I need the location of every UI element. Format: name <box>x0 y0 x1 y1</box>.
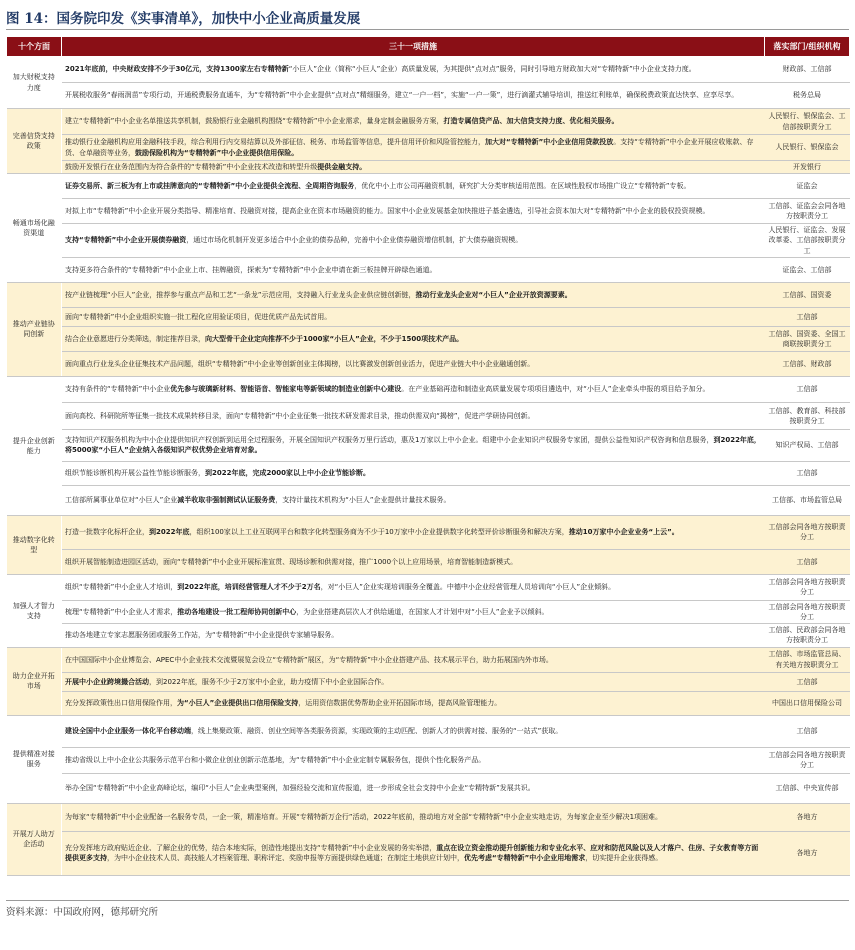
table-row <box>7 831 850 875</box>
measure-text: 面向“专精特新”中小企业组织实施一批工程化应用验证项目，促进优质产品先试首用。 <box>65 312 332 321</box>
table-row <box>7 376 850 402</box>
measure-text: ，支持计量技术机构为“小巨人”企业提供计量技术服务。 <box>275 496 451 505</box>
department-cell: 证监会 <box>765 174 850 199</box>
measure-cell <box>62 135 765 161</box>
measure-cell <box>62 57 765 83</box>
measure-text: 为每家“专精特新”中小企业配备一名服务专员，一企一策，精准培育。开展“专精特新万企行”活动，2022年底前，推动地方对全部“专精特新”中小企业实地走访，为每家企业至少解决1项困难。 <box>65 813 663 822</box>
department-cell: 人民银行、银保监会、工信部按职责分工 <box>765 109 850 135</box>
measure-cell <box>62 109 765 135</box>
department-cell: 开发银行 <box>765 161 850 174</box>
department-cell: 工信部会同各地方按职责分工 <box>765 574 850 600</box>
table-row <box>7 747 850 773</box>
department-cell: 人民银行、证监会、发展改革委、工信部按职责分工 <box>765 224 850 258</box>
department-cell: 工信部、国资委 <box>765 282 850 307</box>
department-cell: 工信部 <box>765 376 850 402</box>
table-row <box>7 691 850 715</box>
measure-text: 推动省级以上中小企业公共服务示范平台和小微企业创业创新示范基地，为“专精特新”中小企业定制专属服务包，提供个性化服务产品。 <box>65 756 486 765</box>
measure-text: “小巨人”企业（简称“小巨人”企业）高质量发展，为其提供“点对点”服务，同时引导地方财政加大对“专精特新”中小企业支持力度。 <box>288 65 696 74</box>
department-cell: 工信部、市场监管总局、有关地方按职责分工 <box>765 647 850 672</box>
department-cell: 证监会、工信部 <box>765 257 850 282</box>
table-row <box>7 715 850 747</box>
table-row <box>7 224 850 258</box>
measure-text: 充分发挥政策性出口信用保险作用， <box>65 699 177 708</box>
measure-text: ，为中小企业技术人员、高技能人才档案管理、职称评定、奖励申报等方面提供绿色通道；在制定土地供应计划中， <box>107 854 464 863</box>
table-header-row <box>7 37 850 57</box>
department-cell: 财政部、工信部 <box>765 57 850 83</box>
measure-cell <box>62 485 765 515</box>
measure-cell <box>62 257 765 282</box>
department-cell: 各地方 <box>765 831 850 875</box>
measure-cell <box>62 672 765 691</box>
measure-text: ，优化中小上市公司再融资机制，研究扩大分类审核适用范围。在区域性股权市场推广设立“专精特新”专板。 <box>354 182 691 191</box>
measure-text: 梳理“专精特新”中小企业人才需求， <box>65 607 178 616</box>
measure-cell <box>62 282 765 307</box>
department-cell: 知识产权局、工信部 <box>765 429 850 461</box>
measure-text: ，到2022年底，服务不少于2万家中小企业，助力疫情下中小企业国际合作。 <box>149 677 389 686</box>
department-cell: 人民银行、银保监会 <box>765 135 850 161</box>
department-cell: 各地方 <box>765 803 850 831</box>
measure-text-bold: 减半收取非强制测试认证服务费 <box>177 496 276 505</box>
header-aspect: 十个方面 <box>7 37 62 57</box>
table-row <box>7 135 850 161</box>
measure-cell <box>62 747 765 773</box>
measure-text: 支持更多符合条件的“专精特新”中小企业上市、挂牌融资，探索为“专精特新”中小企业申请在新三板挂牌开辟绿色通道。 <box>65 265 437 274</box>
measure-cell <box>62 715 765 747</box>
measure-cell <box>62 549 765 574</box>
measure-cell <box>62 461 765 485</box>
table-row <box>7 199 850 224</box>
table-row <box>7 402 850 429</box>
category-cell: 加强人才智力支持 <box>7 574 62 647</box>
department-cell: 工信部、中央宣传部 <box>765 773 850 803</box>
department-cell: 工信部 <box>765 672 850 691</box>
measure-text: ，切实提升企业获得感。 <box>585 854 663 863</box>
measure-cell <box>62 831 765 875</box>
department-cell: 工信部会同各地方按职责分工 <box>765 515 850 549</box>
measure-cell <box>62 803 765 831</box>
department-cell: 工信部 <box>765 715 850 747</box>
measure-text: 对拟上市“专精特新”中小企业开展分类指导、精准培育、投融资对接，提高企业在资本市场融资的能力。国家中小企业发展基金加快推进子基金遴选，引导社会资本加大对“专精特新”中小企业的股权投资规模。 <box>65 207 710 216</box>
measure-text-bold: 开展中小企业跨境撮合活动 <box>65 677 149 686</box>
measure-cell <box>62 326 765 351</box>
table-body <box>7 57 850 876</box>
measure-text: ，为企业搭建高层次人才供给通道，在国家人才计划中对“小巨人”企业予以倾斜。 <box>296 607 549 616</box>
measure-text-bold: 支持“专精特新”中小企业开展债券融资 <box>65 236 187 245</box>
category-cell: 推动产业链协同创新 <box>7 282 62 376</box>
measure-text: 建立“专精特新”中小企业名单推送共享机制，鼓励银行业金融机构围绕“专精特新”中小企业需求，量身定制金融服务方案， <box>65 117 444 126</box>
department-cell: 工信部、市场监管总局 <box>765 485 850 515</box>
table-row <box>7 549 850 574</box>
table-row <box>7 109 850 135</box>
measure-text: 组织节能诊断机构开展公益性节能诊断服务， <box>65 469 205 478</box>
measure-cell <box>62 83 765 109</box>
category-cell: 提升企业创新能力 <box>7 376 62 515</box>
table-row <box>7 429 850 461</box>
measure-cell <box>62 307 765 326</box>
department-cell: 工信部、财政部 <box>765 351 850 376</box>
header-department: 落实部门/组织机构 <box>765 37 850 57</box>
measure-text: ，线上集聚政策、融资、创业空间等各类服务资源，实现政策的主动匹配、创新人才的供需对接、服务的“一站式”获取。 <box>191 727 563 736</box>
measure-text-bold: 推动各地建设一批工程师协同创新中心 <box>177 607 297 616</box>
measure-text-bold: 推动10万家中小企业业务“上云”。 <box>568 528 679 537</box>
measure-text-bold: 到2022年底，培训经营管理人才不少于2万名 <box>177 583 321 592</box>
table-row <box>7 485 850 515</box>
table-row <box>7 161 850 174</box>
measure-text: ，组织100家以上工业互联网平台和数字化转型服务商为不少于10万家中小企业提供数字化转型评价诊断服务和解决方案， <box>189 528 569 537</box>
table-row <box>7 83 850 109</box>
measure-text: 在中国国际中小企业博览会、APEC中小企业技术交流暨展览会设立“专精特新”展区，为“专精特新”中小企业搭建产品、技术展示平台，助力拓展国内外市场。 <box>65 655 553 664</box>
measure-cell <box>62 351 765 376</box>
department-cell: 工信部 <box>765 461 850 485</box>
department-cell: 税务总局 <box>765 83 850 109</box>
measure-text-bold: 到2022年底，将5000家“小巨人”企业纳入各级知识产权优势企业培育对象。 <box>65 436 761 455</box>
department-cell: 中国出口信用保险公司 <box>765 691 850 715</box>
measure-text: 充分发挥地方政府贴近企业、了解企业的优势，结合本地实际，创造性地提出支持“专精特新”中小企业发展的务实举措， <box>65 843 437 852</box>
measure-cell <box>62 376 765 402</box>
measure-text: 举办全国“专精特新”中小企业高峰论坛，编印“小巨人”企业典型案例，加强经验交流和宣传报道，进一步形成全社会支持中小企业“专精特新”发展共识。 <box>65 784 535 793</box>
measure-cell <box>62 199 765 224</box>
department-cell: 工信部、国资委、全国工商联按职责分工 <box>765 326 850 351</box>
measure-cell <box>62 161 765 174</box>
header-measures: 三十一项措施 <box>62 37 765 57</box>
measure-text-bold: 到2022年底 <box>149 528 190 537</box>
category-cell: 助力企业开拓市场 <box>7 647 62 715</box>
department-cell: 工信部会同各地方按职责分工 <box>765 747 850 773</box>
table-row <box>7 773 850 803</box>
department-cell: 工信部、民政部会同各地方按职责分工 <box>765 624 850 647</box>
table-row <box>7 326 850 351</box>
measure-text-bold: 建设全国中小企业服务一体化平台移动端 <box>65 727 191 736</box>
department-cell: 工信部 <box>765 549 850 574</box>
table-row <box>7 257 850 282</box>
measure-text: 支持有条件的“专精特新”中小企业 <box>65 385 171 394</box>
measure-text: 面向重点行业龙头企业征集技术产品问题，组织“专精特新”中小企业等创新创业主体揭榜，以比赛激发创新创业活力，促进产业链大中小企业融通创新。 <box>65 359 535 368</box>
measures-table <box>6 36 850 876</box>
measure-cell <box>62 224 765 258</box>
department-cell: 工信部会同各地方按职责分工 <box>765 600 850 623</box>
measure-text: 。在产业基础再造和制造业高质量发展专项项目遴选中，对“小巨人”企业牵头申报的项目给予加分。 <box>401 385 710 394</box>
measure-text: 组织“专精特新”中小企业人才培训， <box>65 583 178 592</box>
measure-text: ，运用资信数据优势帮助企业开拓国际市场，提高风险管理能力。 <box>298 699 502 708</box>
measure-text: 组织开展智能制造进园区活动，面向“专精特新”中小企业开展标准宣贯、现场诊断和供需对接，推广1000个以上应用场景，培育智能制造新模式。 <box>65 557 518 566</box>
source-note: 资料来源：中国政府网，德邦研究所 <box>6 900 849 916</box>
measure-text: 。支持“专精特新”中小企业开展应收账款、存货、仓单融资等业务， <box>65 138 754 157</box>
category-cell: 开展万人助万企活动 <box>7 803 62 875</box>
measure-cell <box>62 624 765 647</box>
measure-text-bold: 2021年底前，中央财政安排不少于30亿元，支持1300家左右专精特新 <box>65 65 289 74</box>
measure-cell <box>62 429 765 461</box>
measure-cell <box>62 600 765 623</box>
figure-title: 图 14：国务院印发《实事清单》，加快中小企业高质量发展 <box>6 8 849 30</box>
measure-text-bold: 为“小巨人”企业提供出口信用保险支持 <box>177 699 299 708</box>
department-cell: 工信部、教育部、科技部按职责分工 <box>765 402 850 429</box>
department-cell: 工信部 <box>765 307 850 326</box>
table-row <box>7 672 850 691</box>
department-cell: 工信部、证监会会同各地方按职责分工 <box>765 199 850 224</box>
measure-text: 面向高校、科研院所等征集一批技术成果转移目录，面向“专精特新”中小企业征集一批技术研发需求目录，推动供需双向“揭榜”，促进产学研协同创新。 <box>65 411 535 420</box>
category-cell: 完善信贷支持政策 <box>7 109 62 174</box>
measure-text: 支持知识产权服务机构为中小企业提供知识产权创新到运用全过程服务，开展全国知识产权服务万里行活动，惠及1万家以上中小企业。组建中小企业知识产权服务专家团，提供公益性知识产权咨询和信息服务， <box>65 436 714 445</box>
table-row <box>7 461 850 485</box>
measure-text-bold: 鼓励保险机构为“专精特新”中小企业提供信用保险。 <box>135 148 299 157</box>
table-row <box>7 57 850 83</box>
measure-cell <box>62 773 765 803</box>
table-row <box>7 624 850 647</box>
measure-cell <box>62 174 765 199</box>
measure-text-bold: 加大对“专精特新”中小企业信用贷款投放 <box>485 138 614 147</box>
table-row <box>7 351 850 376</box>
measure-text-bold: 提供金融支持。 <box>317 163 367 171</box>
measure-cell <box>62 574 765 600</box>
measure-cell <box>62 691 765 715</box>
measure-text-bold: 重点在设立资金推动提升创新能力和专业化水平、应对和防范风险以及人才落户、住房、子女教育等方面提供更多支持 <box>65 843 759 863</box>
table-row <box>7 574 850 600</box>
category-cell: 畅通市场化融资渠道 <box>7 174 62 283</box>
measure-text: 结合企业意愿进行分类筛选，制定推荐目录， <box>65 334 205 343</box>
measure-text-bold: 到2022年底，完成2000家以上中小企业节能诊断。 <box>205 469 370 478</box>
measure-text: 鼓励开发银行在业务范围内为符合条件的“专精特新”中小企业技术改造和转型升级 <box>65 163 318 171</box>
measure-text-bold: 向大型骨干企业定向推荐不少于1000家“小巨人”企业，不少于1500项技术产品。 <box>205 334 464 343</box>
table-row <box>7 174 850 199</box>
measure-cell <box>62 647 765 672</box>
measure-text-bold: 打造专属信贷产品、加大信贷支持力度、优化相关服务。 <box>443 117 619 126</box>
measure-text-bold: 优先参与玻璃新材料、智能语音、智能家电等新领域的制造业创新中心建设 <box>170 385 402 394</box>
table-row <box>7 282 850 307</box>
category-cell: 推动数字化转型 <box>7 515 62 574</box>
table-row <box>7 600 850 623</box>
measure-text-bold: 证券交易所、新三板为有上市或挂牌意向的“专精特新”中小企业提供全流程、全周期咨询服务 <box>65 182 355 191</box>
table-row <box>7 803 850 831</box>
table-row <box>7 307 850 326</box>
measure-text: 工信部所属事业单位对“小巨人”企业 <box>65 496 178 505</box>
measure-text: 推动各地建立专家志愿服务团或服务工作站，为“专精特新”中小企业提供专家辅导服务。 <box>65 631 339 640</box>
measure-text: 开展税收服务“春雨润苗”专项行动，开通税费服务直通车，为“专精特新”中小企业提供“点对点”精细服务，建立“一户一档”，实施“一户一策”，进行滴灌式辅导培训，推送红利账单，确保税费政策直达快享、应享尽享。 <box>65 91 739 100</box>
measure-text-bold: 优先考虑“专精特新”中小企业用地需求 <box>464 854 586 863</box>
measure-text: 推动银行业金融机构应用金融科技手段，综合利用行内交易结算以及外部征信、税务、市场监管等信息，提升信用评价和风险管控能力， <box>65 138 485 147</box>
measure-text: ，对“小巨人”企业实现培训服务全覆盖。中德中小企业经营管理人员培训向“小巨人”企业倾斜。 <box>320 583 616 592</box>
measure-text: ，通过市场化机制开发更多适合中小企业的债券品种，完善中小企业债券融资增信机制，扩大债券融资规模。 <box>186 236 523 245</box>
measure-text-bold: 推动行业龙头企业对“小巨人”企业开放资源要素。 <box>415 290 572 299</box>
table-row <box>7 647 850 672</box>
measure-text: 按产业链梳理“小巨人”企业，推荐参与重点产品和工艺“一条龙”示范应用，支持融入行业龙头企业供应链创新链， <box>65 290 416 299</box>
measure-cell <box>62 515 765 549</box>
table-row <box>7 515 850 549</box>
measure-cell <box>62 402 765 429</box>
category-cell: 提供精准对接服务 <box>7 715 62 803</box>
category-cell: 加大财税支持力度 <box>7 57 62 109</box>
measure-text: 打造一批数字化标杆企业， <box>65 528 149 537</box>
